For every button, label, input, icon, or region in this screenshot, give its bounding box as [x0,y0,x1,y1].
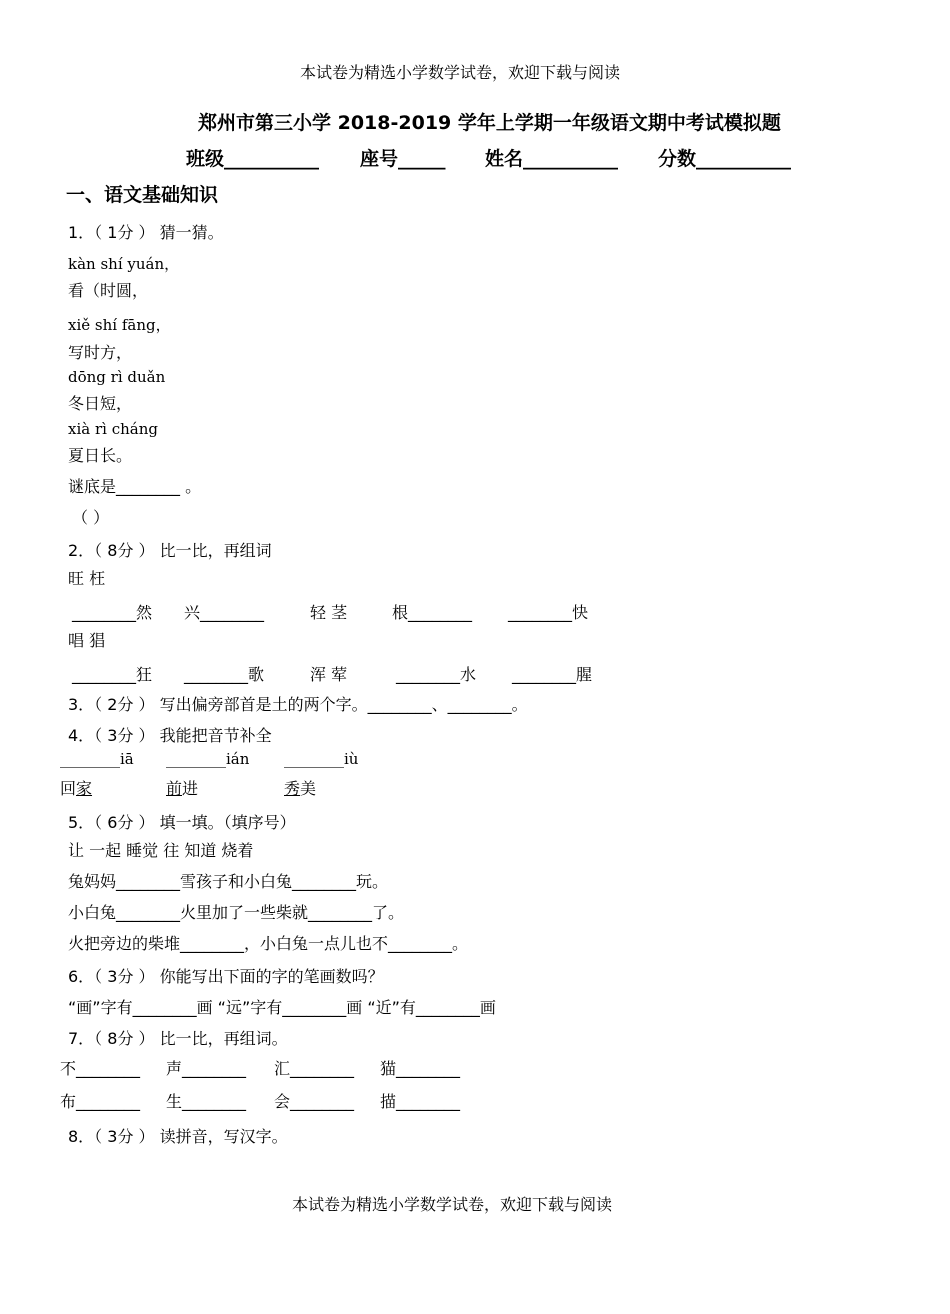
q4-word: 前进 [166,779,199,798]
page-footer-note: 本试卷为精选小学数学试卷，欢迎下载与阅读 [292,1195,613,1214]
question-5-stem: 5．（ 6分 ） 填一填。（填序号） [68,813,296,832]
q4-pinyin-blank: ________ián [166,750,250,768]
question-7-stem: 7．（ 8分 ） 比一比，再组词。 [68,1029,288,1048]
name-field-label: 姓名__________ [485,148,619,170]
seat-field-label: 座号_____ [360,148,446,170]
q2-char-pair: 唱 猖 [68,631,106,650]
question-4-stem: 4．（ 3分 ） 我能把音节补全 [68,726,272,745]
q5-options: 让 一起 睡觉 往 知道 烧着 [68,841,254,860]
q1-text-line: 看（时圆， [68,281,149,300]
question-8-stem: 8．（ 3分 ） 读拼音，写汉字。 [68,1127,288,1146]
q1-pinyin-line: kàn shí yuán， [68,255,180,273]
q4-pinyin-blank: ________iù [284,750,359,768]
q2-blank: ________然 [72,603,153,622]
q1-text-line: 写时方， [68,343,133,362]
q2-blank: ________水 [396,665,477,684]
q4-pinyin-blank: ________iā [60,750,134,768]
q1-pinyin-line: dōng rì duǎn [68,368,166,386]
q7-blank: 汇________ [274,1059,355,1078]
q2-char-pair: 浑 荤 [310,665,348,684]
q7-blank: 布________ [60,1092,141,1111]
question-3-stem: 3．（ 2分 ） 写出偏旁部首是土的两个字。________、________。 [68,695,528,714]
q2-blank: ________腥 [512,665,593,684]
q7-blank: 猫________ [380,1059,461,1078]
q1-text-line: 冬日短， [68,394,133,413]
q1-pinyin-line: xiě shí fāng， [68,316,171,334]
q1-answer-paren: （ ） [72,508,110,527]
score-field-label: 分数__________ [658,148,792,170]
question-6-stem: 6．（ 3分 ） 你能写出下面的字的笔画数吗？ [68,967,384,986]
q1-text-line: 夏日长。 [68,446,133,465]
q7-blank: 会________ [274,1092,355,1111]
q5-sentence: 兔妈妈________雪孩子和小白兔________玩。 [68,872,389,891]
q6-stroke-count-line: “画”字有________画 “远”字有________画 “近”有________画 [68,998,496,1017]
q1-pinyin-line: xià rì cháng [68,420,158,438]
q7-blank: 生________ [166,1092,247,1111]
q2-blank: 根________ [392,603,473,622]
q2-blank: ________歌 [184,665,265,684]
q2-blank: ________快 [508,603,589,622]
question-2-stem: 2．（ 8分 ） 比一比，再组词 [68,541,272,560]
q7-blank: 描________ [380,1092,461,1111]
q1-answer-line: 谜底是________ 。 [68,477,202,496]
page-header-note: 本试卷为精选小学数学试卷，欢迎下载与阅读 [300,63,621,82]
q2-char-pair: 轻 茎 [310,603,348,622]
q4-word: 回家 [60,779,93,798]
q2-blank: 兴________ [184,603,265,622]
q7-blank: 不________ [60,1059,141,1078]
question-1-stem: 1．（ 1分 ） 猜一猜。 [68,223,224,242]
q2-blank: ________狂 [72,665,153,684]
section-title: 一、语文基础知识 [66,184,219,206]
q5-sentence: 火把旁边的柴堆________，小白兔一点儿也不________。 [68,934,469,953]
exam-title: 郑州市第三小学 2018-2019 学年上学期一年级语文期中考试模拟题 [198,112,781,134]
q5-sentence: 小白兔________火里加了一些柴就________了。 [68,903,405,922]
q2-char-pair: 旺 枉 [68,569,106,588]
class-field-label: 班级__________ [186,148,320,170]
q4-word: 秀美 [284,779,317,798]
q7-blank: 声________ [166,1059,247,1078]
